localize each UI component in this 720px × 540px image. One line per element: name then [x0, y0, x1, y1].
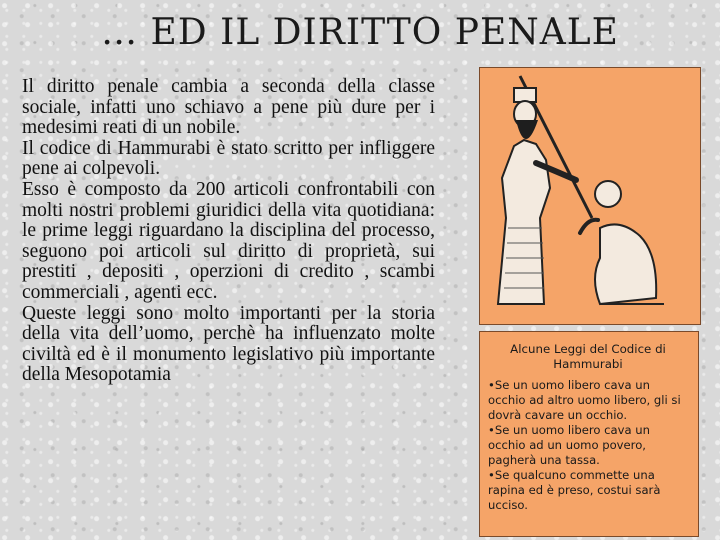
slide-title: … ED IL DIRITTO PENALE — [101, 12, 619, 53]
king-and-prisoner-drawing — [480, 68, 700, 324]
laws-box — [479, 331, 699, 537]
prisoner-head-shape — [595, 181, 621, 207]
paragraph-1: Il diritto penale cambia a seconda della classe sociale, infatti uno schiavo a pene più dure per i medesimi reati di un nobile. — [22, 76, 435, 139]
prisoner-body-shape — [595, 224, 656, 304]
paragraph-3: Esso è composto da 200 articoli confrontabili con molti nostri problemi giuridici della vita quotidiana: le prime leggi riguardano la disciplina del processo, seguono poi articoli sul diritto di proprietà, sui prestiti , depositi , operzioni di credito , scambi commerciali , agenti ecc. — [22, 178, 435, 303]
crown-shape — [514, 88, 536, 102]
law-item-2: •Se un uomo libero cava un occhio ad un uomo povero, pagherà una tassa. — [488, 423, 650, 467]
laws-box-title: Alcune Leggi del Codice di Hammurabi — [510, 342, 666, 371]
law-item-1: •Se un uomo libero cava un occhio ad altro uomo libero, gli si dovrà cavare un occhio. — [488, 378, 681, 422]
law-item-3: •Se qualcuno commette una rapina ed è preso, costui sarà ucciso. — [488, 468, 661, 512]
prisoner-hands-shape — [580, 220, 598, 233]
paragraph-4: Queste leggi sono molto importanti per la storia della vita dell’uomo, perchè ha influenzato molte civiltà ed è il monumento legislativo più importante della Mesopotamia — [22, 302, 435, 386]
paragraph-2: Il codice di Hammurabi è stato scritto per infliggere pene ai colpevoli. — [22, 137, 435, 180]
king-beard-shape — [516, 120, 538, 139]
body-text — [22, 77, 435, 386]
hammurabi-illustration — [479, 67, 701, 325]
